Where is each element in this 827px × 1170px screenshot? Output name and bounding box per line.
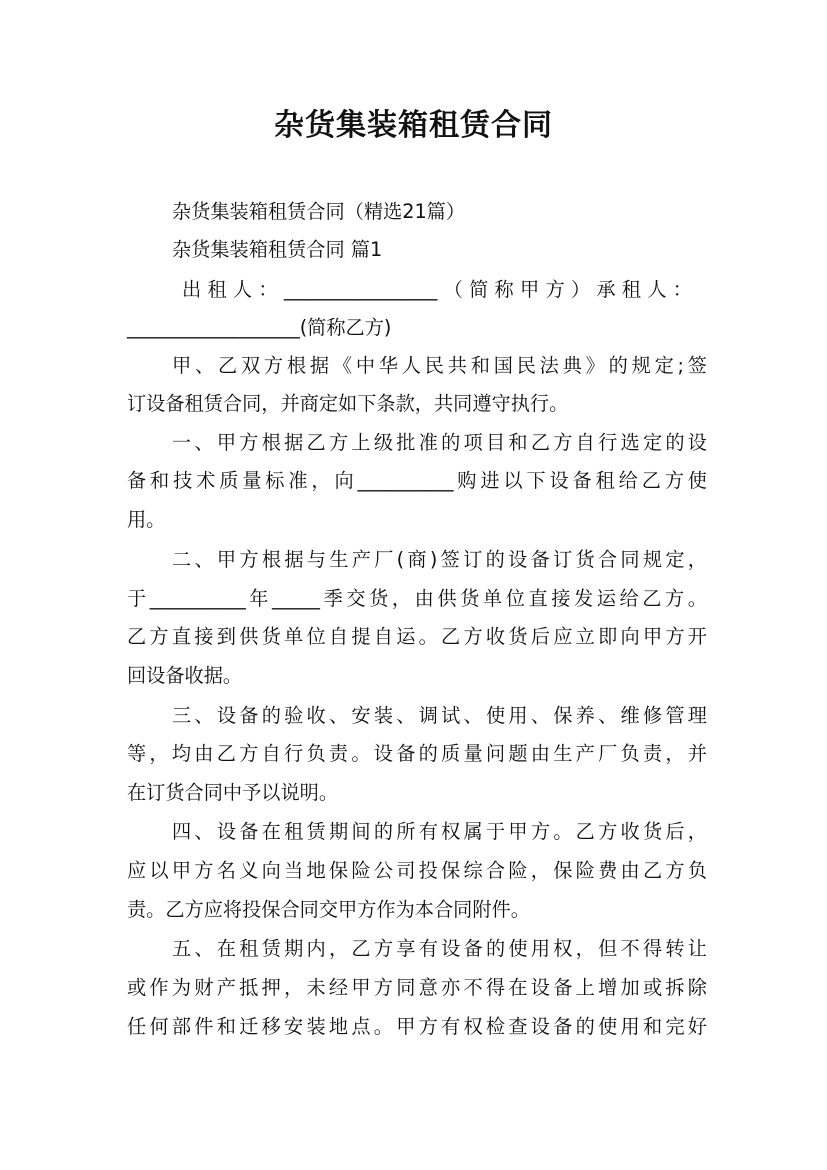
body-line: 甲、乙双方根据《中华人民共和国民法典》的规定;签 (172, 354, 707, 377)
body-line: 在订货合同中予以说明。 (127, 781, 339, 804)
body-line: 责。乙方应将投保合同交甲方作为本合同附件。 (127, 898, 530, 921)
subtitle-line: 杂货集装箱租赁合同（精选21篇） (172, 200, 466, 223)
body-line: 任何部件和迁移安装地点。甲方有权检查设备的使用和完好 (127, 1015, 707, 1038)
section-heading: 杂货集装箱租赁合同 篇1 (172, 238, 383, 261)
body-line: 二、甲方根据与生产厂(商)签订的设备订货合同规定， (172, 548, 707, 571)
lessor-line: 出租人：________________（简称甲方）承租人： (182, 278, 692, 301)
body-line: 备和技术质量标准，向__________购进以下设备租给乙方使 (127, 469, 707, 492)
body-line: 用。 (127, 508, 166, 531)
body-line: 乙方直接到供货单位自提自运。乙方收货后应立即向甲方开 (127, 625, 707, 648)
body-line: 应以甲方名义向当地保险公司投保综合险，保险费由乙方负 (127, 859, 707, 882)
body-line: 回设备收据。 (127, 664, 243, 687)
lessee-line: __________________(简称乙方) (127, 316, 392, 339)
body-line: 五、在租赁期内，乙方享有设备的使用权，但不得转让 (172, 937, 707, 960)
body-line: 四、设备在租赁期间的所有权属于甲方。乙方收货后， (172, 820, 707, 843)
body-line: 三、设备的验收、安装、调试、使用、保养、维修管理 (172, 704, 707, 727)
body-line: 于__________年_____季交货，由供货单位直接发运给乙方。 (127, 587, 707, 610)
body-line: 一、甲方根据乙方上级批准的项目和乙方自行选定的设 (172, 431, 707, 454)
body-line: 或作为财产抵押，未经甲方同意亦不得在设备上增加或拆除 (127, 976, 707, 999)
body-line: 等，均由乙方自行负责。设备的质量问题由生产厂负责，并 (127, 742, 707, 765)
body-line: 订设备租赁合同，并商定如下条款，共同遵守执行。 (127, 392, 569, 415)
document-title: 杂货集装箱租赁合同 (274, 108, 553, 143)
